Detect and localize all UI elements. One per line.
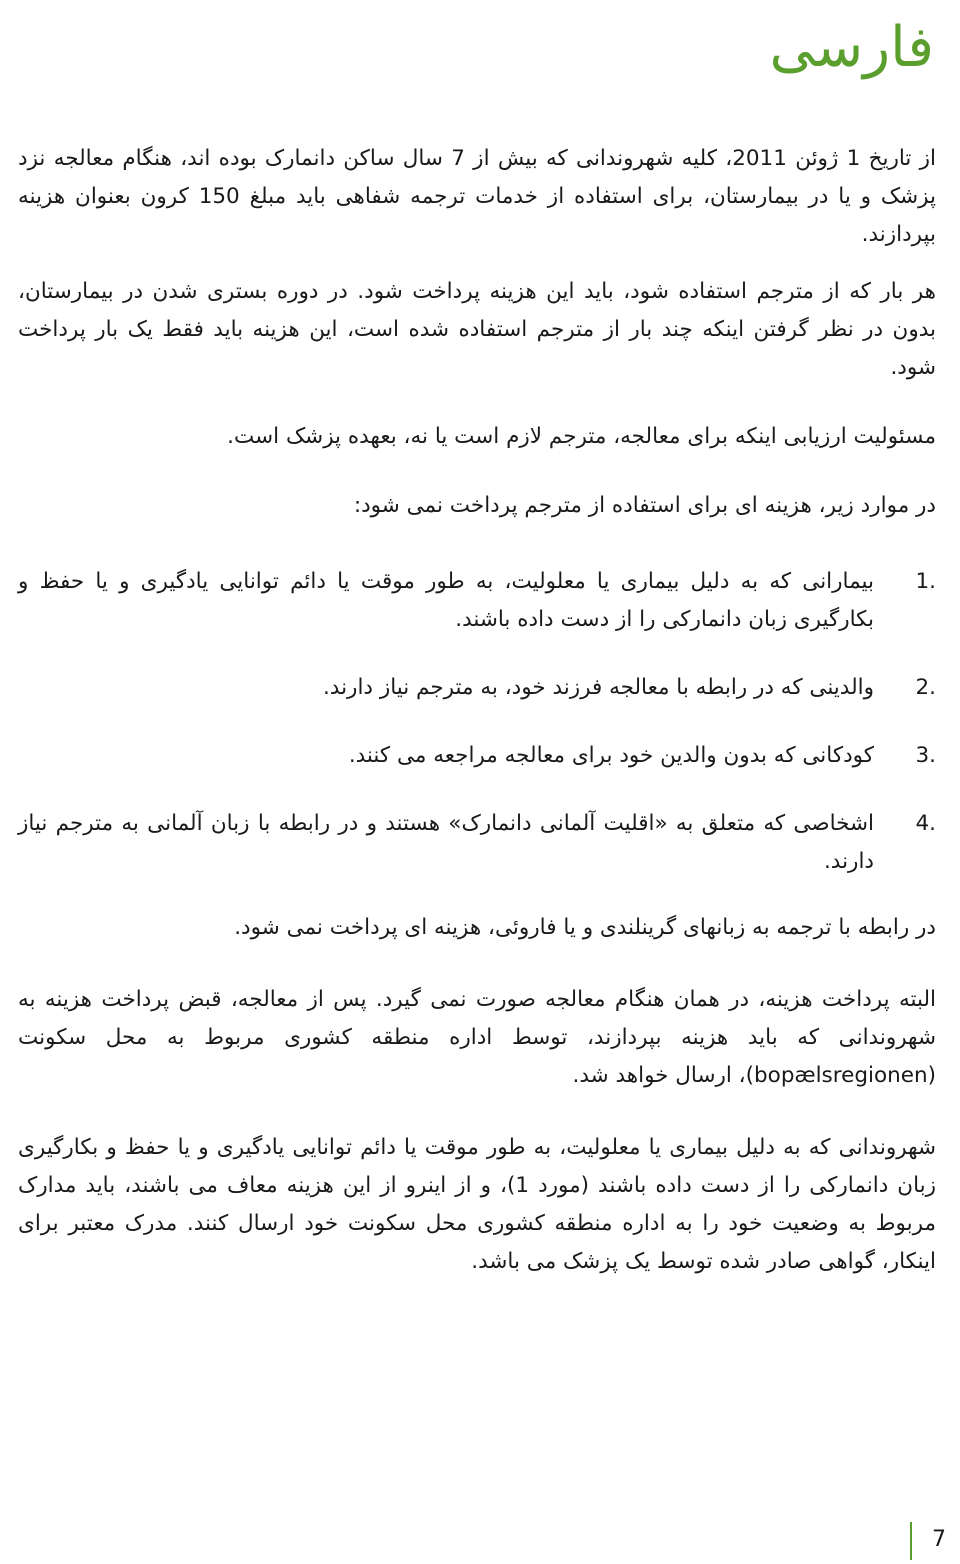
paragraph-exemptions-intro: در موارد زیر، هزینه ای برای استفاده از مترجم پرداخت نمی شود: bbox=[353, 493, 936, 518]
list-item-number: 4. bbox=[915, 811, 936, 836]
list-item bbox=[18, 805, 936, 881]
list-item bbox=[18, 737, 936, 775]
list-item-number: 1. bbox=[915, 569, 936, 594]
list-item bbox=[18, 669, 936, 707]
list-item-number: 2. bbox=[915, 675, 936, 700]
paragraph-intro: از تاریخ 1 ژوئن 2011، کلیه شهروندانی که بیش از 7 سال ساکن دانمارک بوده اند، هنگام معالجه نزد پزشک و یا در بیمارستان، برای استفاده از خدمات ترجمه شفاهی باید مبلغ 150 کرون بعنوان هزینه بپردازند. bbox=[18, 146, 937, 247]
page-title: فارسی bbox=[769, 15, 934, 80]
paragraph-billing: البته پرداخت هزینه، در همان هنگام معالجه صورت نمی گیرد. پس از معالجه، قبض پرداخت هزینه به شهروندانی که باید هزینه بپردازند، توسط اداره منطقه کشوری مربوط به محل سکونت (bopælsregionen)، ارسال خواهد شد. bbox=[18, 987, 936, 1088]
list-item-text: بیمارانی که به دلیل بیماری یا معلولیت، به طور موقت یا دائم توانایی یادگیری و یا حفظ و بکارگیری زبان دانمارکی را از دست داده باشند. bbox=[18, 569, 874, 632]
document-body bbox=[18, 140, 936, 1281]
exemptions-list bbox=[18, 563, 936, 881]
list-item-text: والدینی که در رابطه با معالجه فرزند خود، به مترجم نیاز دارند. bbox=[322, 675, 874, 700]
footer-divider bbox=[910, 1522, 912, 1560]
page-footer bbox=[0, 1518, 960, 1564]
page-number: 7 bbox=[932, 1527, 946, 1552]
list-item-text: کودکانی که بدون والدین خود برای معالجه مراجعه می کنند. bbox=[348, 743, 874, 768]
paragraph-greenlandic-faroese: در رابطه با ترجمه به زبانهای گرینلندی و یا فاروئی، هزینه ای پرداخت نمی شود. bbox=[234, 915, 936, 940]
list-item-text: اشخاصی که متعلق به «اقلیت آلمانی دانمارک» هستند و در رابطه با زبان آلمانی به مترجم نیاز دارند. bbox=[18, 811, 874, 874]
list-item bbox=[18, 563, 936, 639]
paragraph-exemption-documentation: شهروندانی که به دلیل بیماری یا معلولیت، به طور موقت یا دائم توانایی یادگیری و یا حفظ و بکارگیری زبان دانمارکی را از دست داده باشند (مورد 1)، و از اینرو از این هزینه معاف می باشند، باید مدارک مربوط به وضعیت خود را به اداره منطقه کشوری محل سکونت خود ارسال کنند. مدرک معتبر برای اینکار، گواهی صادر شده توسط یک پزشک می باشد. bbox=[18, 1135, 936, 1274]
paragraph-per-use-fee: هر بار که از مترجم استفاده شود، باید این هزینه پرداخت شود. در دوره بستری شدن در بیمارستان، بدون در نظر گرفتن اینکه چند بار از مترجم استفاده شده است، این هزینه باید فقط یک بار پرداخت شود. bbox=[18, 279, 936, 380]
list-item-number: 3. bbox=[915, 743, 936, 768]
paragraph-doctor-responsibility: مسئولیت ارزیابی اینکه برای معالجه، مترجم لازم است یا نه، بعهده پزشک است. bbox=[227, 424, 936, 449]
